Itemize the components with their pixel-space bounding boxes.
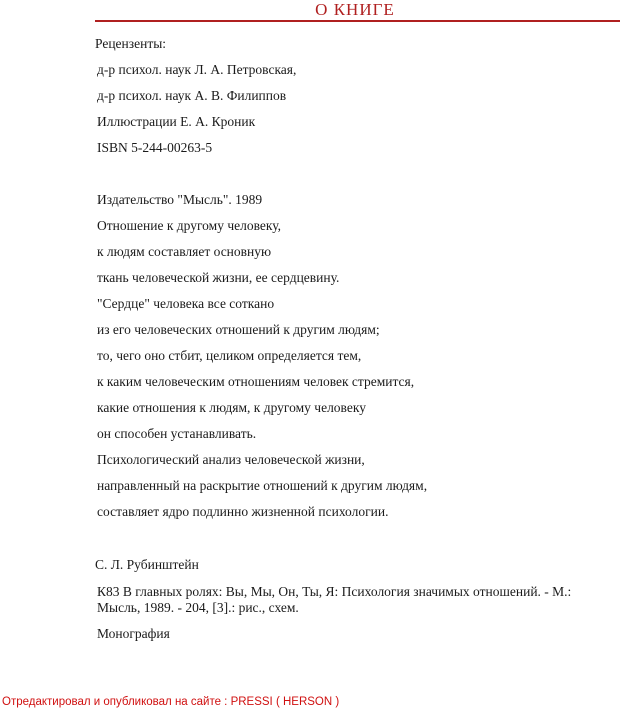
epigraph-line: Психологический анализ человеческой жизни, [97, 452, 365, 467]
epigraph-line: составляет ядро подлинно жизненной психологии. [97, 504, 389, 519]
reviewer-2: д-р психол. наук А. В. Филиппов [97, 88, 287, 103]
illustrations-credit: Иллюстрации Е. А. Кроник [97, 114, 256, 129]
epigraph-line: ткань человеческой жизни, ее сердцевину. [97, 270, 340, 285]
publisher: Издательство "Мысль". 1989 [97, 192, 263, 207]
epigraph-line: из его человеческих отношений к другим людям; [97, 322, 380, 337]
epigraph-line: к каким человеческим отношениям человек стремится, [97, 374, 415, 389]
epigraph-line: "Сердце" человека все соткано [97, 296, 275, 311]
genre: Монография [97, 626, 170, 641]
epigraph-line: то, чего оно стбит, целиком определяется тем, [97, 348, 362, 363]
reviewers-label: Рецензенты: [95, 36, 167, 51]
epigraph-line: Отношение к другому человеку, [97, 218, 282, 233]
epigraph-line: к людям составляет основную [97, 244, 272, 259]
footer-credit: Отредактировал и опубликовал на сайте : PRESSI ( HERSON ) [2, 696, 340, 708]
title-divider [95, 20, 620, 22]
epigraph-author: С. Л. Рубинштейн [95, 557, 199, 572]
epigraph-line: какие отношения к людям, к другому человеку [97, 400, 366, 415]
catalog-entry: К83 В главных ролях: Вы, Мы, Он, Ты, Я: Психология значимых отношений. - М.: Мысль, 1989. - 204, [3].: рис., схем. [97, 584, 572, 615]
epigraph-line: направленный на раскрытие отношений к другим людям, [97, 478, 428, 493]
reviewer-1: д-р психол. наук Л. А. Петровская, [97, 62, 297, 77]
epigraph-line: он способен устанавливать. [97, 426, 257, 441]
isbn: ISBN 5-244-00263-5 [97, 140, 213, 155]
page-title: О КНИГЕ [315, 0, 395, 19]
